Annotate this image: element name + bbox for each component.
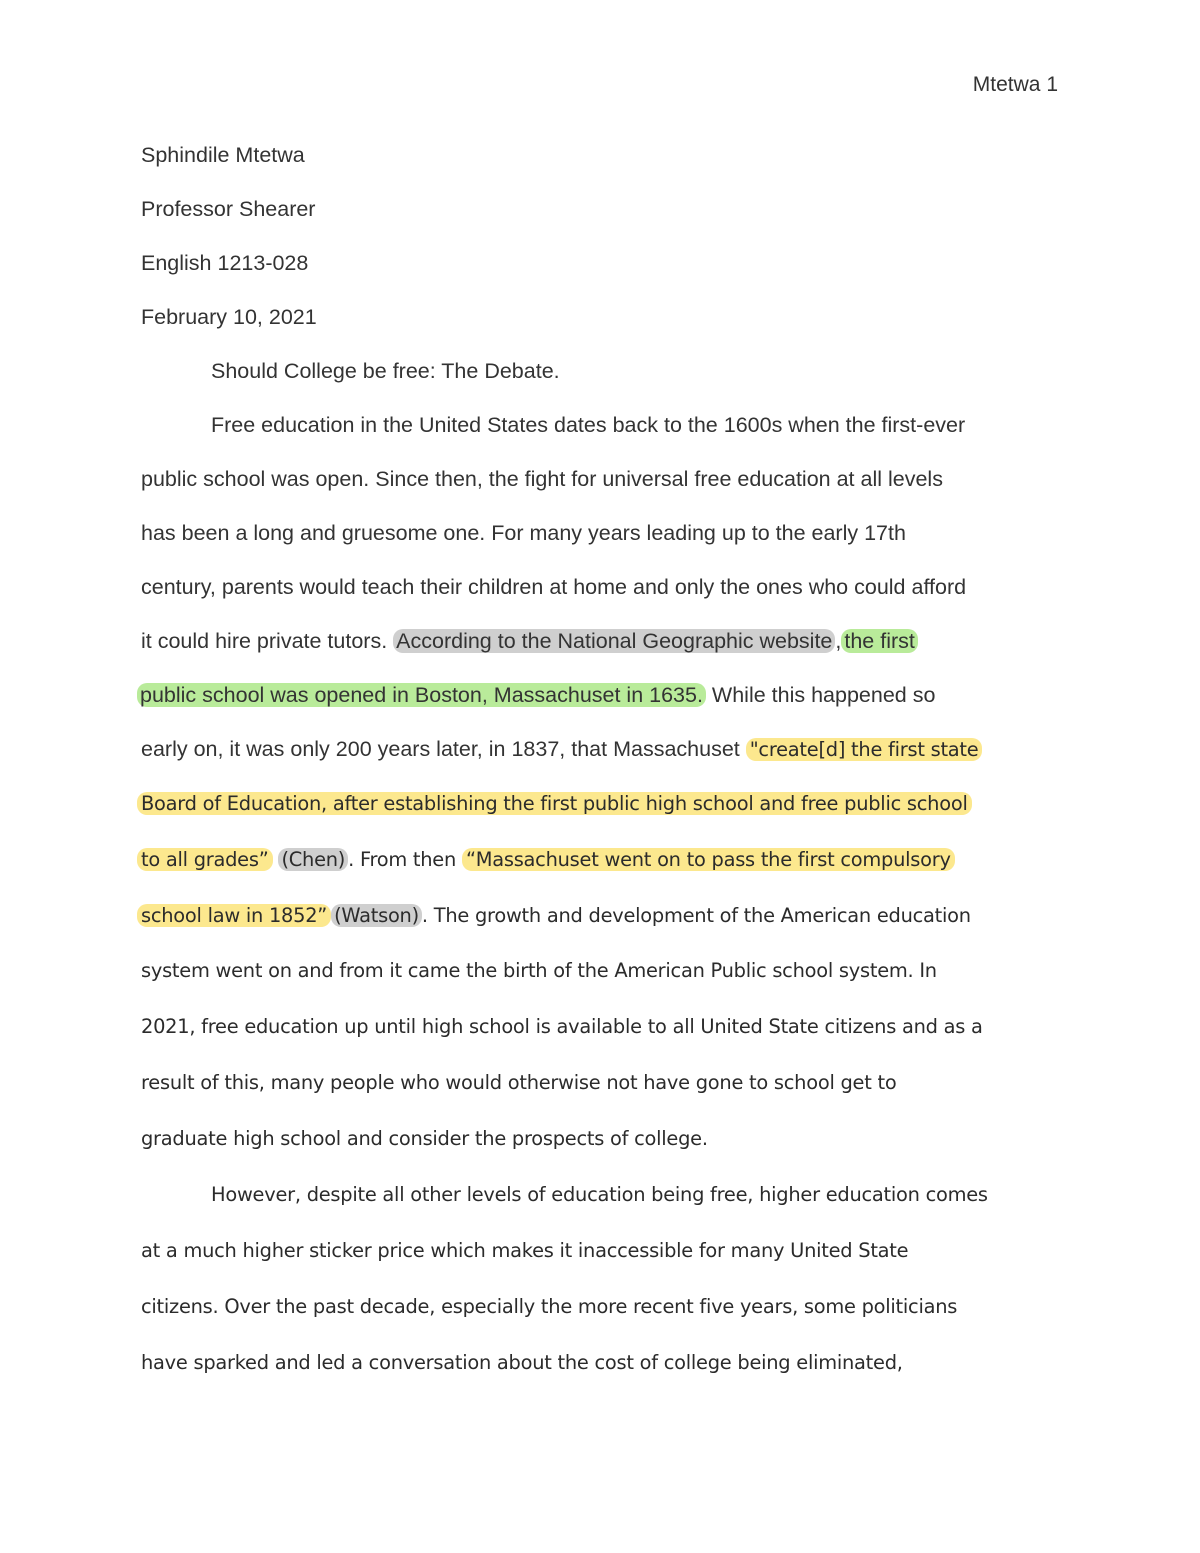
paragraph-line: century, parents would teach their children at home and only the ones who could afford (141, 575, 967, 599)
paragraph-line: has been a long and gruesome one. For many years leading up to the early 17th (141, 521, 906, 545)
fact-highlight: the first (841, 629, 918, 653)
paragraph-line (141, 788, 1071, 844)
paragraph-line: Free education in the United States dates back to the 1600s when the first-ever (211, 413, 966, 437)
quote-highlight: “Massachuset went on to pass the first compulsory (462, 848, 955, 871)
course-name: English 1213-028 (141, 251, 309, 275)
paragraph-line: have sparked and led a conversation about the cost of college being eliminated, (141, 1351, 903, 1374)
text-run: , (835, 629, 842, 653)
quote-highlight: school law in 1852” (137, 904, 331, 927)
essay-body (141, 140, 1071, 1404)
essay-date: February 10, 2021 (141, 305, 317, 329)
quote-highlight: Board of Education, after establishing the first public high school and free public school (137, 792, 972, 815)
quote-highlight: to all grades” (137, 848, 273, 871)
paragraph-line: graduate high school and consider the prospects of college. (141, 1127, 708, 1150)
paragraph-line (141, 734, 1071, 788)
fact-highlight: public school was opened in Boston, Massachuset in 1635. (137, 683, 706, 707)
paragraph-line: result of this, many people who would otherwise not have gone to school get to (141, 1071, 897, 1094)
paragraph-line: 2021, free education up until high school is available to all United State citizens and as a (141, 1015, 983, 1038)
paragraph-line: citizens. Over the past decade, especially the more recent five years, some politicians (141, 1295, 958, 1318)
text-run: early on, it was only 200 years later, in 1837, that Massachuset (141, 737, 746, 761)
paragraph-line (141, 626, 1071, 680)
citation-highlight: (Watson) (331, 904, 422, 927)
text-run: . From then (348, 848, 462, 871)
text-run: . The growth and development of the American education (421, 904, 971, 927)
running-head: Mtetwa 1 (972, 73, 1058, 96)
paragraph-line: at a much higher sticker price which makes it inaccessible for many United State (141, 1239, 909, 1262)
citation-highlight: (Chen) (278, 848, 348, 871)
quote-highlight: "create[d] the first state (746, 738, 983, 761)
author-name: Sphindile Mtetwa (141, 143, 305, 167)
paragraph-line: system went on and from it came the birth of the American Public school system. In (141, 959, 937, 982)
paragraph-2 (141, 1180, 1071, 1404)
paragraph-line (141, 900, 1071, 956)
text-run: While this happened so (705, 683, 936, 707)
paragraph-line (141, 844, 1071, 900)
essay-title: Should College be free: The Debate. (211, 359, 560, 383)
text-run: it could hire private tutors. (141, 629, 394, 653)
professor-name: Professor Shearer (141, 197, 316, 221)
paragraph-1 (141, 410, 1071, 1180)
source-highlight: According to the National Geographic website (393, 629, 835, 653)
paragraph-line: However, despite all other levels of education being free, higher education comes (211, 1183, 988, 1206)
paragraph-line (141, 680, 1071, 734)
paragraph-line: public school was open. Since then, the fight for universal free education at all levels (141, 467, 943, 491)
